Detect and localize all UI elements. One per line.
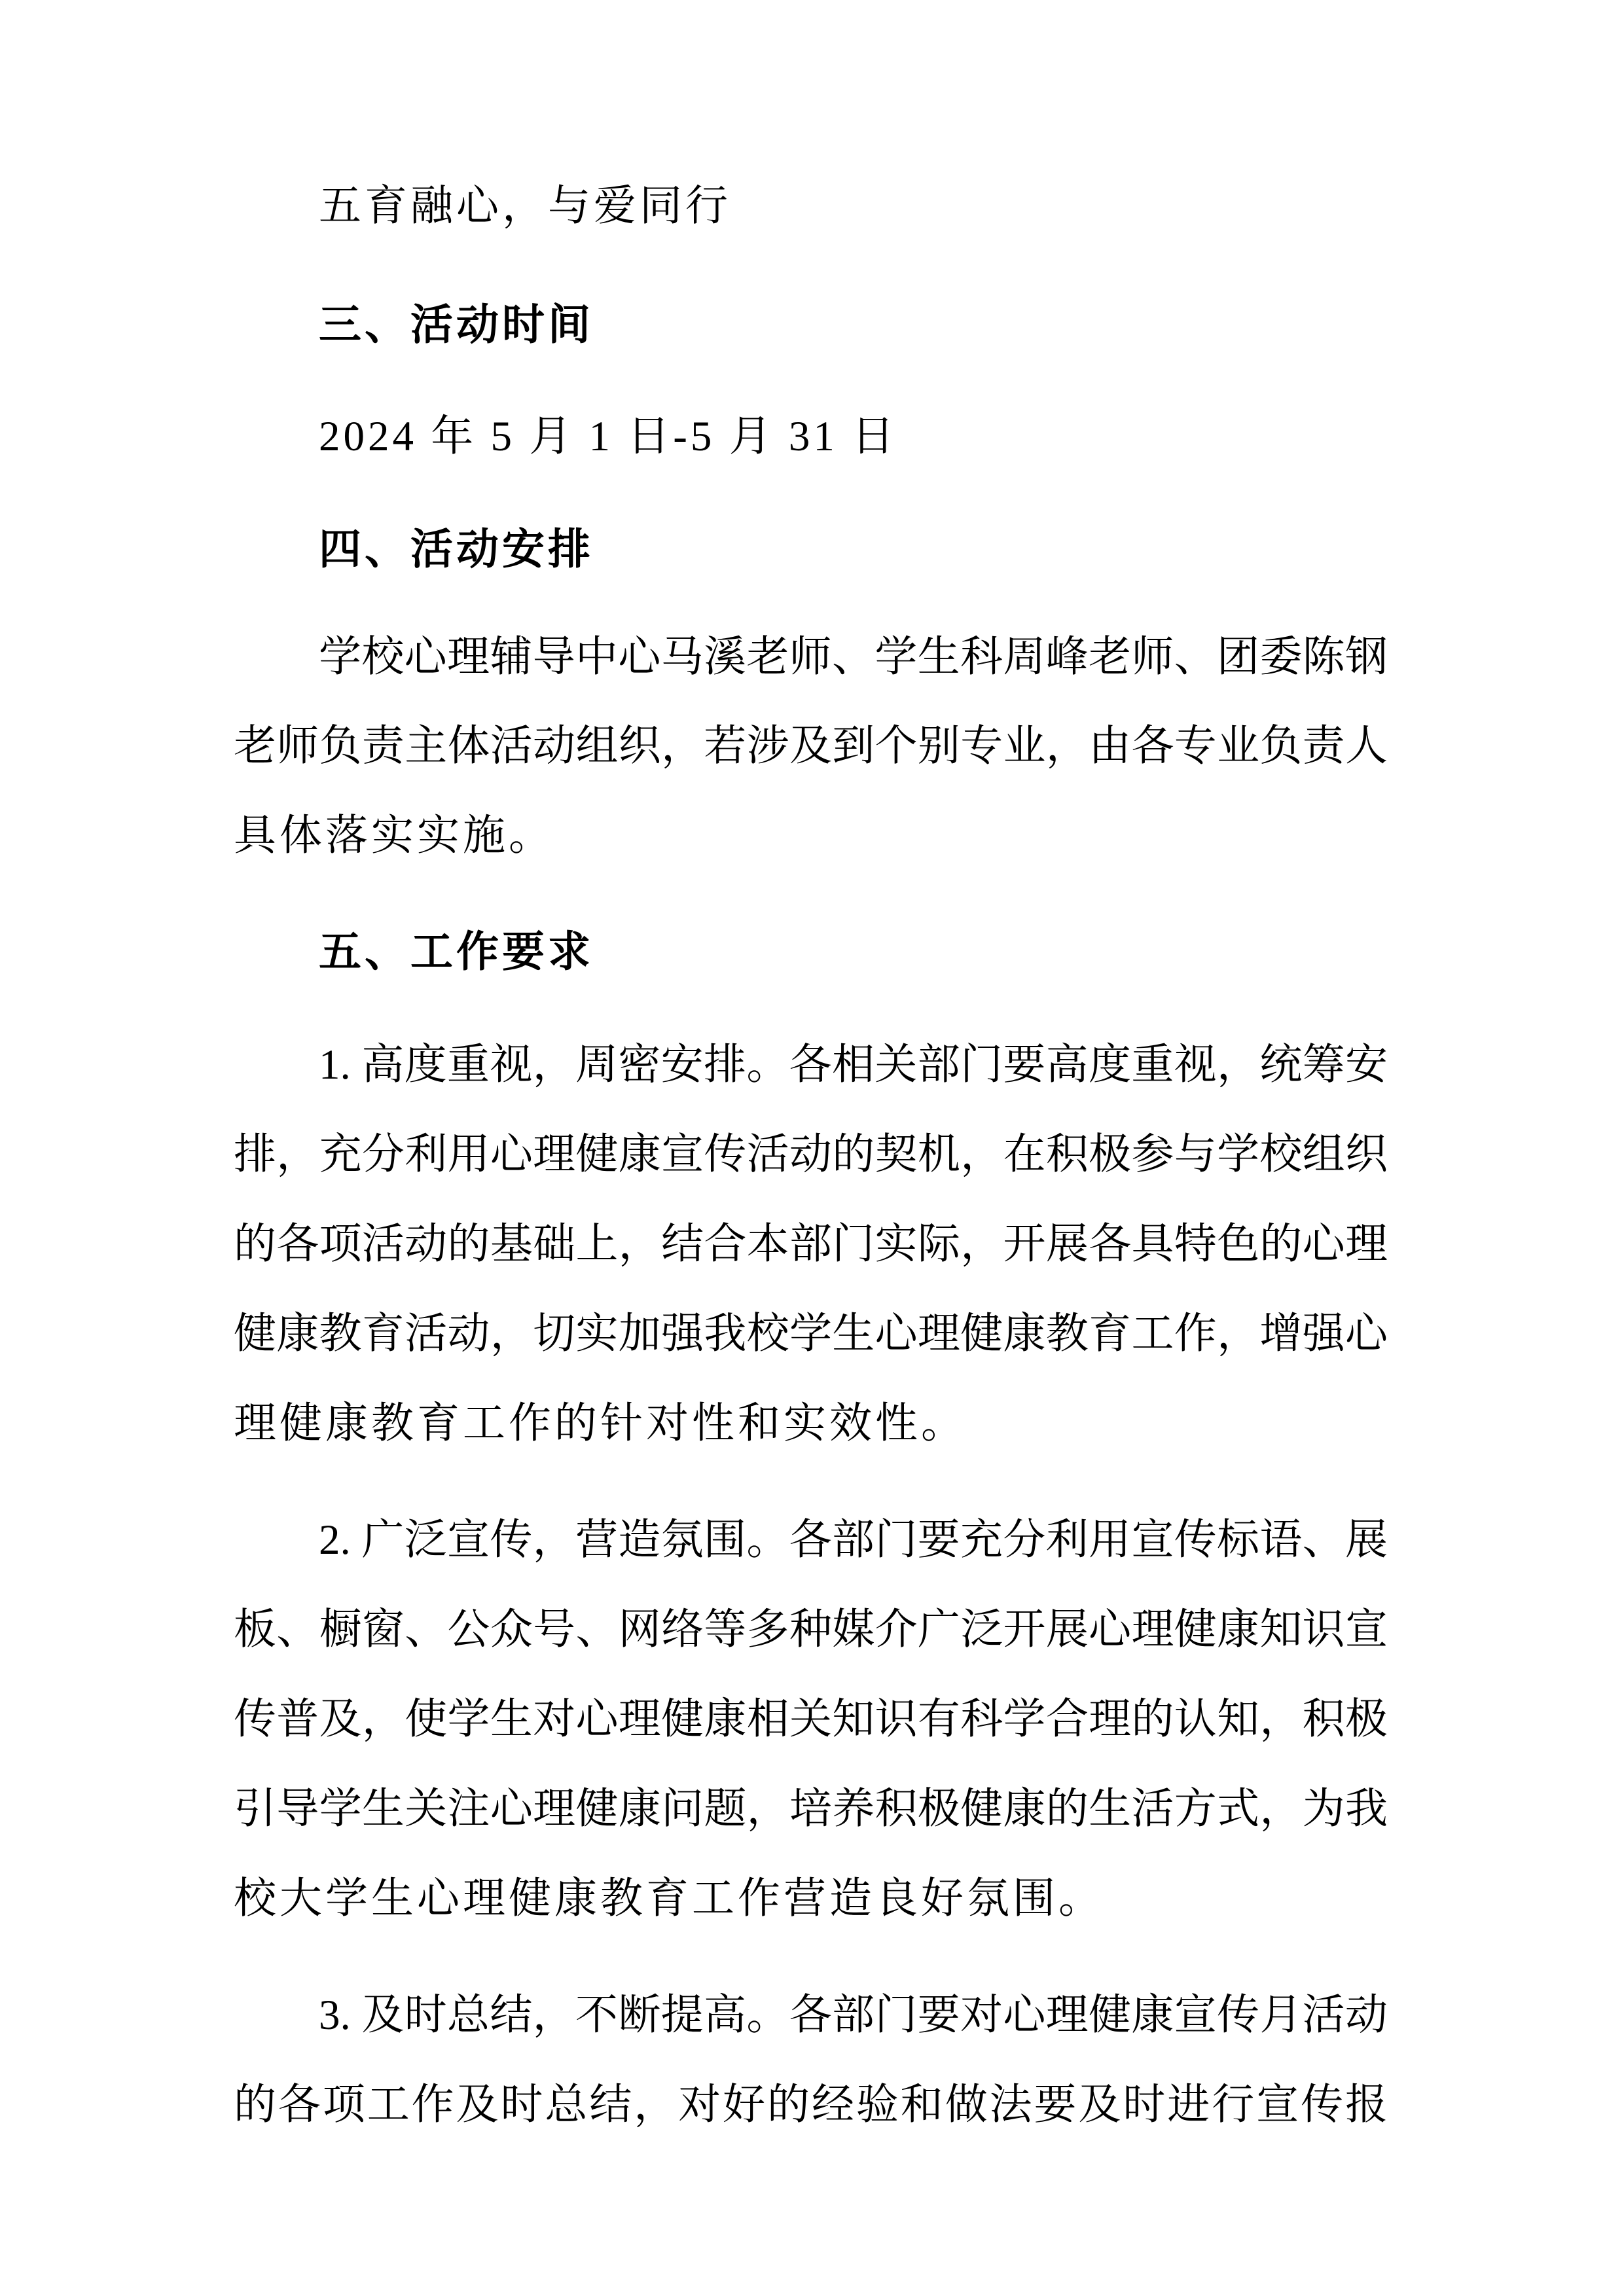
text-line: 3. 及时总结，不断提高。各部门要对心理健康宣传月活动 — [319, 1992, 1388, 2039]
text-line: 2024 年 5 月 1 日-5 月 31 日 — [319, 413, 898, 460]
text-line: 传普及，使学生对心理健康相关知识有科学合理的认知，积极 — [234, 1696, 1388, 1743]
section-heading: 五、工作要求 — [319, 929, 594, 976]
text-line: 五育融心，与爱同行 — [319, 183, 732, 230]
text-line: 校大学生心理健康教育工作营造良好氛围。 — [234, 1875, 1105, 1922]
text-line: 老师负责主体活动组织，若涉及到个别专业，由各专业负责人 — [234, 723, 1388, 770]
text-line: 2. 广泛宣传，营造氛围。各部门要充分利用宣传标语、展 — [319, 1516, 1388, 1564]
text-line: 理健康教育工作的针对性和实效性。 — [234, 1400, 967, 1447]
text-line: 具体落实实施。 — [234, 812, 555, 859]
text-line: 的各项工作及时总结，对好的经验和做法要及时进行宣传报 — [234, 2081, 1388, 2128]
text-line: 板、橱窗、公众号、网络等多种媒介广泛开展心理健康知识宣 — [234, 1606, 1388, 1653]
text-line: 排，充分利用心理健康宣传活动的契机，在积极参与学校组织 — [234, 1131, 1388, 1178]
text-line: 1. 高度重视，周密安排。各相关部门要高度重视，统筹安 — [319, 1041, 1388, 1088]
section-heading: 四、活动安排 — [319, 526, 594, 573]
text-line: 引导学生关注心理健康问题，培养积极健康的生活方式，为我 — [234, 1785, 1388, 1833]
text-line: 健康教育活动，切实加强我校学生心理健康教育工作，增强心 — [234, 1310, 1388, 1357]
section-heading: 三、活动时间 — [319, 302, 594, 349]
text-line: 学校心理辅导中心马溪老师、学生科周峰老师、团委陈钢 — [319, 634, 1388, 681]
text-line: 的各项活动的基础上，结合本部门实际，开展各具特色的心理 — [234, 1221, 1388, 1268]
